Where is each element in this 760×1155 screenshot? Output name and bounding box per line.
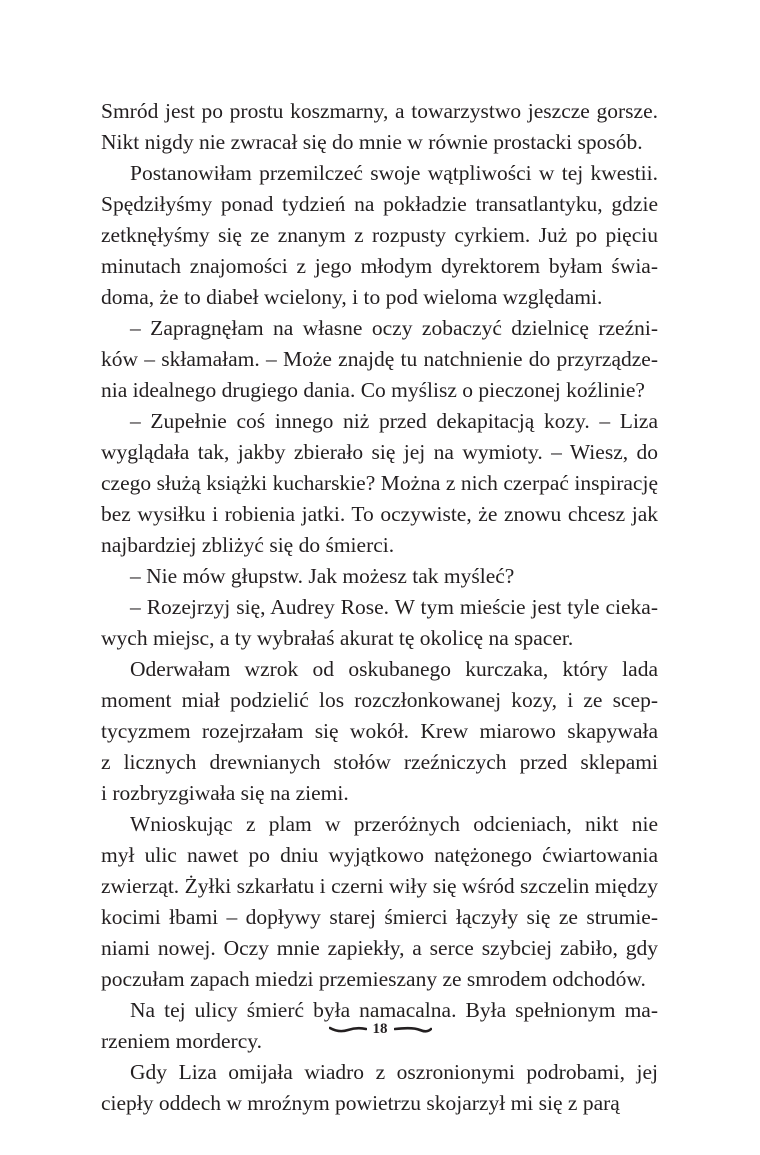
text-line: zwierząt. Żyłki szkarłatu i czerni wiły się wśród szczelin między <box>101 874 658 898</box>
text-line: rzeniem mordercy. <box>101 1029 262 1053</box>
text-line: Oderwałam wzrok od oskubanego kurczaka, który lada <box>130 657 658 681</box>
text-line: czego służą książki kucharskie? Można z nich czerpać inspirację <box>101 471 658 495</box>
text-line: doma, że to diabeł wcielony, i to pod wieloma względami. <box>101 285 603 309</box>
folio <box>0 1014 760 1044</box>
text-line: bez wysiłku i robienia jatki. To oczywiste, że znowu chcesz jak <box>101 502 658 526</box>
text-line: kocimi łbami – dopływy starej śmierci łączyły się ze strumie- <box>101 905 658 929</box>
text-line: Postanowiłam przemilczeć swoje wątpliwości w tej kwestii. <box>130 161 658 185</box>
text-line: minutach znajomości z jego młodym dyrektorem byłam świa- <box>101 254 658 278</box>
text-line: Wnioskując z plam w przeróżnych odcieniach, nikt nie <box>130 812 658 836</box>
right-swash-ornament <box>394 1024 432 1034</box>
text-line: poczułam zapach miedzi przemieszany ze smrodem odchodów. <box>101 967 646 991</box>
text-line: – Zapragnęłam na własne oczy zobaczyć dzielnicę rzeźni- <box>130 316 658 340</box>
text-line: najbardziej zbliżyć się do śmierci. <box>101 533 395 557</box>
page-number: 18 <box>372 1020 388 1037</box>
text-line: wyglądała tak, jakby zbierało się jej na wymioty. – Wiesz, do <box>101 440 658 464</box>
text-line: mył ulic nawet po dniu wyjątkowo natężonego ćwiartowania <box>101 843 658 867</box>
text-line: ciepły oddech w mroźnym powietrzu skojarzył mi się z parą <box>101 1091 620 1115</box>
text-line: Na tej ulicy śmierć była namacalna. Była spełnionym ma- <box>130 998 658 1022</box>
left-swash-ornament <box>329 1024 367 1034</box>
text-line: nia idealnego drugiego dania. Co myślisz o pieczonej koźlinie? <box>101 378 645 402</box>
text-line: Smród jest po prostu koszmarny, a towarzystwo jeszcze gorsze. <box>101 99 658 123</box>
text-line: moment miał podzielić los rozczłonkowanej kozy, i ze scep- <box>101 688 658 712</box>
text-line: Nikt nigdy nie zwracał się do mnie w równie prostacki sposób. <box>101 130 643 154</box>
text-line: – Rozejrzyj się, Audrey Rose. W tym mieście jest tyle cieka- <box>130 595 658 619</box>
text-line: Spędziłyśmy ponad tydzień na pokładzie transatlantyku, gdzie <box>101 192 658 216</box>
text-line: zetknęłyśmy się ze znanym z rozpusty cyrkiem. Już po pięciu <box>101 223 658 247</box>
text-line: wych miejsc, a ty wybrałaś akurat tę okolicę na spacer. <box>101 626 574 650</box>
text-line: tycyzmem rozejrzałam się wokół. Krew miarowo skapywała <box>101 719 658 743</box>
text-line: – Nie mów głupstw. Jak możesz tak myśleć? <box>130 564 515 588</box>
text-line: ków – skłamałam. – Może znajdę tu natchnienie do przyrządze- <box>101 347 658 371</box>
text-line: i rozbryzgiwała się na ziemi. <box>101 781 349 805</box>
text-line: – Zupełnie coś innego niż przed dekapitacją kozy. – Liza <box>130 409 658 433</box>
text-line: niami nowej. Oczy mnie zapiekły, a serce szybciej zabiło, gdy <box>101 936 658 960</box>
text-line: z licznych drewnianych stołów rzeźniczych przed sklepami <box>101 750 658 774</box>
text-line: Gdy Liza omijała wiadro z oszronionymi podrobami, jej <box>130 1060 658 1084</box>
